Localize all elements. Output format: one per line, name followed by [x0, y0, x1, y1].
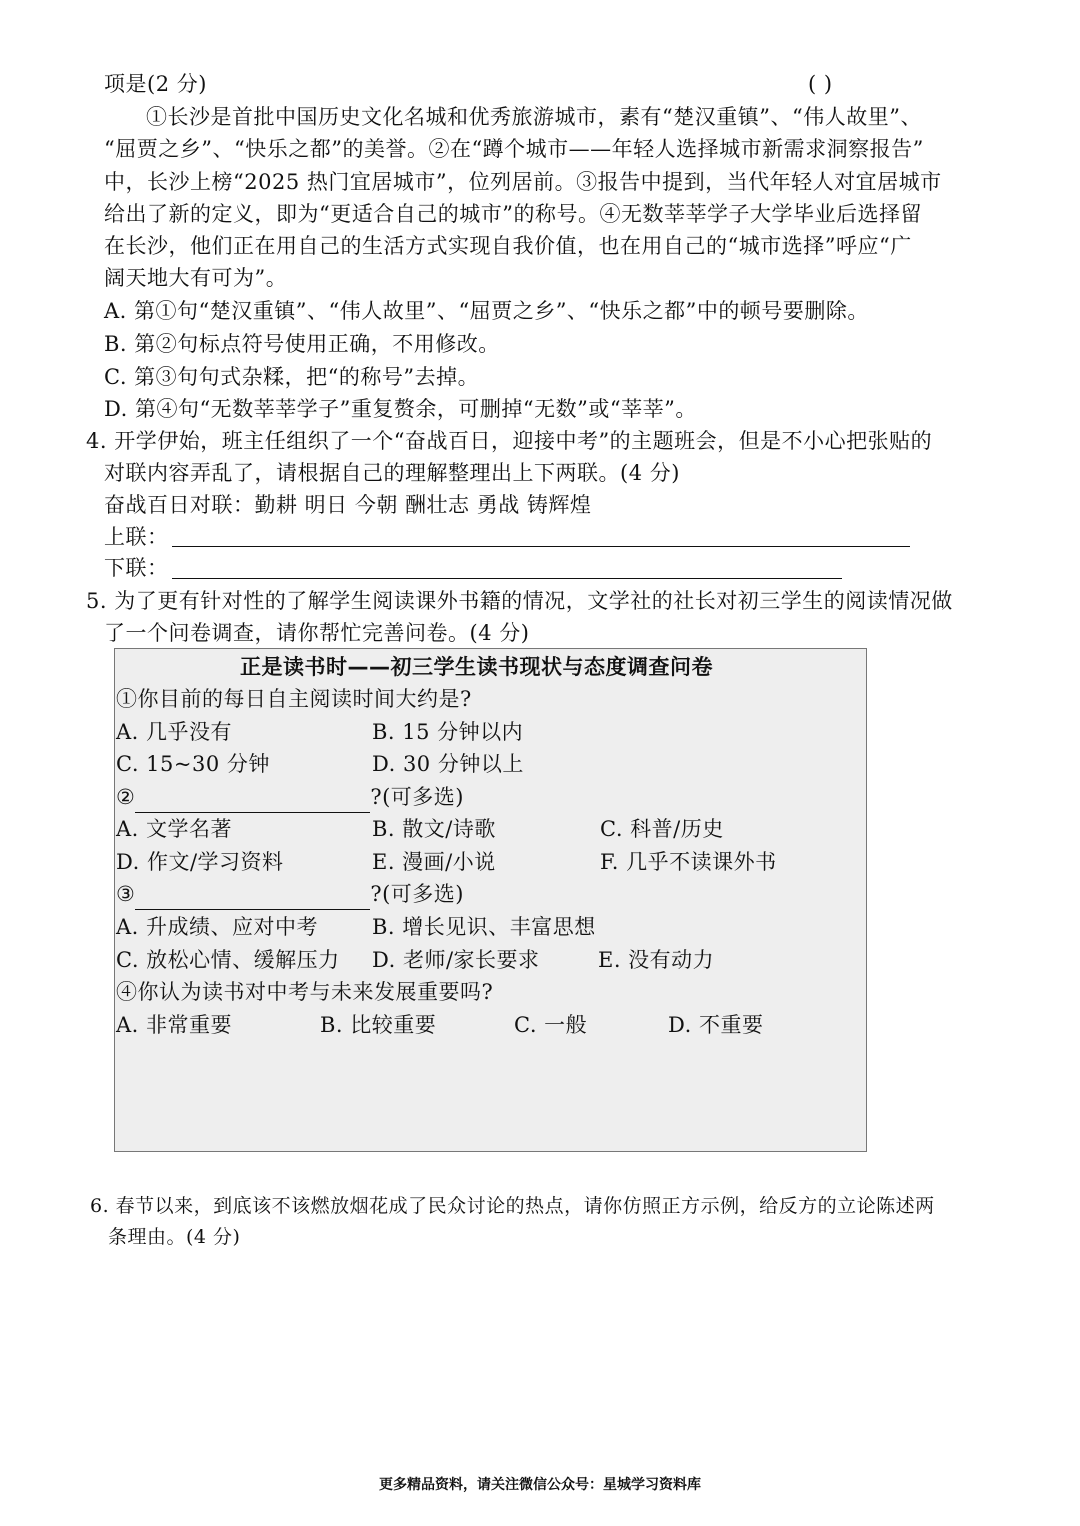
survey-question-1: ①你目前的每日自主阅读时间大约是? — [116, 687, 472, 711]
q3-option-a: A. 第①句“楚汉重镇”、“伟人故里”、“屈贾之乡”、“快乐之都”中的顿号要删除。 — [104, 299, 869, 323]
q3-passage-line: 阔天地大有可为”。 — [104, 266, 288, 290]
survey-q3-option: A. 升成绩、应对中考 — [116, 915, 319, 939]
q3-answer-bracket: ( ) — [808, 72, 833, 96]
survey-q2-option: B. 散文/诗歌 — [372, 817, 496, 841]
q3-passage-line: 在长沙，他们正在用自己的生活方式实现自我价值，也在用自己的“城市选择”呼应“广 — [104, 234, 912, 258]
survey-q3-option: E. 没有动力 — [598, 948, 715, 972]
survey-q4-option: A. 非常重要 — [116, 1013, 233, 1037]
survey-q1-option: D. 30 分钟以上 — [372, 752, 524, 776]
survey-question-4: ④你认为读书对中考与未来发展重要吗? — [116, 980, 494, 1004]
survey-q1-option: A. 几乎没有 — [116, 720, 233, 744]
survey-question-2 — [116, 781, 464, 813]
q6-stem-line: 6. 春节以来，到底该不该燃放烟花成了民众讨论的热点，请你仿照正方示例，给反方的立论陈述两 — [90, 1195, 935, 1217]
q6-stem-line: 条理由。(4 分) — [108, 1226, 241, 1248]
q5-stem-line: 了一个问卷调查，请你帮忙完善问卷。(4 分) — [104, 621, 530, 645]
q3-option-b: B. 第②句标点符号使用正确，不用修改。 — [104, 332, 500, 356]
survey-q3-blank[interactable] — [135, 885, 370, 910]
survey-q4-option: B. 比较重要 — [320, 1013, 437, 1037]
survey-q2-option: A. 文学名著 — [116, 817, 233, 841]
survey-q2-option: F. 几乎不读课外书 — [600, 850, 777, 874]
q3-option-c: C. 第③句句式杂糅，把“的称号”去掉。 — [104, 365, 480, 389]
survey-q3-option: B. 增长见识、丰富思想 — [372, 915, 596, 939]
q4-couplet-words: 奋战百日对联：勤耕 明日 今朝 酬壮志 勇战 铸辉煌 — [104, 493, 592, 517]
q4-stem-line: 对联内容弄乱了，请根据自己的理解整理出上下两联。(4 分) — [104, 461, 680, 485]
q5-stem-line: 5. 为了更有针对性的了解学生阅读课外书籍的情况，文学社的社长对初三学生的阅读情况做 — [86, 589, 953, 613]
survey-q3-number: ③ — [116, 882, 136, 906]
q4-lower-answer-line[interactable] — [172, 578, 842, 579]
survey-q1-option: C. 15~30 分钟 — [116, 752, 270, 776]
q4-stem-line: 4. 开学伊始，班主任组织了一个“奋战百日，迎接中考”的主题班会，但是不小心把张贴的 — [86, 429, 933, 453]
survey-q1-option: B. 15 分钟以内 — [372, 720, 524, 744]
survey-q3-option: C. 放松心情、缓解压力 — [116, 948, 340, 972]
survey-q2-option: E. 漫画/小说 — [372, 850, 496, 874]
survey-q3-suffix: ?(可多选) — [370, 882, 464, 906]
survey-q2-number: ② — [116, 785, 136, 809]
q3-passage-line: “屈贾之乡”、“快乐之都”的美誉。②在“蹲个城市——年轻人选择城市新需求洞察报告” — [104, 137, 924, 161]
q3-passage-line: 给出了新的定义，即为“更适合自己的城市”的称号。④无数莘莘学子大学毕业后选择留 — [104, 202, 922, 226]
survey-q4-option: C. 一般 — [514, 1013, 588, 1037]
q4-upper-answer-line[interactable] — [172, 546, 910, 547]
survey-q2-option: C. 科普/历史 — [600, 817, 724, 841]
q3-passage-line: 中，长沙上榜“2025 热门宜居城市”，位列居前。③报告中提到，当代年轻人对宜居城市 — [104, 170, 942, 194]
survey-question-3 — [116, 878, 464, 910]
survey-q3-option: D. 老师/家长要求 — [372, 948, 540, 972]
q3-option-d: D. 第④句“无数莘莘学子”重复赘余，可删掉“无数”或“莘莘”。 — [104, 397, 697, 421]
q4-lower-label: 下联： — [104, 556, 169, 580]
q3-stem-tail: 项是(2 分) — [104, 72, 207, 96]
survey-q2-option: D. 作文/学习资料 — [116, 850, 284, 874]
survey-q4-option: D. 不重要 — [668, 1013, 764, 1037]
q3-passage-line: ①长沙是首批中国历史文化名城和优秀旅游城市，素有“楚汉重镇”、“伟人故里”、 — [146, 105, 922, 129]
survey-q2-blank[interactable] — [135, 788, 370, 813]
survey-title: 正是读书时——初三学生读书现状与态度调查问卷 — [240, 655, 713, 679]
survey-q2-suffix: ?(可多选) — [370, 785, 464, 809]
page-footer: 更多精品资料，请关注微信公众号：星城学习资料库 — [379, 1477, 701, 1493]
q4-upper-label: 上联： — [104, 525, 169, 549]
